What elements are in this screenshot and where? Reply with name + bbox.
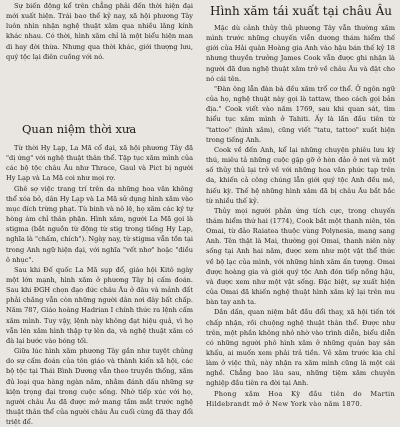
intro-paragraph: Sự biến động kể trên chẳng phải đến thời hiện đại mới xuất hiện. Trái bao thế kỷ nay, xã hội phương Tây luôn nhìn nhận nghệ thuật xăm qua nhiều lăng kính khác nhau. Có thời, hình xăm chỉ là một biểu hiện man di hay đời thừa. Nhưng qua thời khác, giới thượng lưu, quý tộc lại điên cuồng với nó. <box>6 2 193 61</box>
left-column <box>6 0 193 427</box>
body-paragraph: Từ thời Hy Lạp, La Mã cổ đại, xã hội phương Tây đã "dị ứng" với nghệ thuật thân thể. Tập tục xăm mình của các bộ tộc châu Âu như Thrace, Gaul và Pict bị người Hy Lạp và La Mã coi như mọi rợ. <box>6 143 193 183</box>
body-paragraph: Sau khi Đế quốc La Mã sụp đổ, giáo hội Kitô ngày một lớn mạnh, hình xăm ở phương Tây bị cấm đoán. Sau khi ĐGH chọn đạo đức châu Âu ở đâu và mảnh đất phải chăng vẫn còn những người dân nơi đây bất chấp. Năm 787, Giáo hoàng Hadrian I chính thức ra lệnh cấm xăm mình. Tuy vậy, lệnh này không đạt hiệu quả, vì họ vẫn lén xăm hình thập tự lên da, và nghệ thuật xăm có đà lại bước vào bóng tối. <box>6 265 193 345</box>
body-paragraph: Thủy mọi người phản ứng tích cực, trong chuyến thám hiểm thứ hai (1774), Cook bắt một thanh niên, tên Omai, từ đảo Raiatea thuộc vùng Polynesia, mang sang Anh. Tên thật là Mai, thường gọi Omai, thanh niên này sống tại Anh hai năm, được xem như một vật thể thức về bộ lạc của mình, với những hình xăm ấn tượng. Omai được hoàng gia và giới quý tộc Anh đón tiếp nồng hậu, và được xem như một vật sống. Đặc biệt, sự xuất hiện của Omai đã khiến nghệ thuật hình xăm kỷ lại trên mu bàn tay anh ta. <box>206 206 395 307</box>
body-paragraph: Ghê sợ việc trang trí trên da những hoa văn không thể xóa bỏ, dân Hy Lạp và La Mã sử dụng hình xăm vào mục đích trừng phạt. Tù binh và nô lệ, họ xăm các ký tự hòng ám chỉ thân phận. Hình xăm, người La Mã gọi là stigma (bắt nguồn từ động từ stig trong tiếng Hy Lạp, nghĩa là "chấm, chích"). Ngày nay, từ stigma vẫn tồn tại trong Anh ngữ hiện đại, với nghĩa "vết nhơ" hoặc "điều ô nhục". <box>6 184 193 264</box>
body-paragraph: Giữa lúc hình xăm phương Tây gần như tuyệt chủng do sự cấm đoán của tôn giáo và thành kiến xã hội, các bộ tộc tại Thái Bình Dương vẫn theo truyền thống, xăm đủ loại qua hàng ngàn năm, nhằm đánh dấu những sự kiện trọng đại trong cuộc sống. Nhờ tiếp xúc với họ, người châu Âu đã được mở mang tầm mắt trước nghệ thuật thân thể của người châu Âu cuối cùng đã thay đổi triệt để. <box>6 347 193 427</box>
body-paragraph: Phong xăm Hoa Kỳ đầu tiên do Martin Hildebrandt mở ở New York vào năm 1870. <box>206 389 395 408</box>
body-paragraph: "Đàn ông lẫn đàn bà đều xăm trổ cơ thể. Ở ngôn ngữ của họ, nghệ thuật này gọi là tattaw, theo cách gọi bản địa." Cook viết vào năm 1769, sau khi quan sát, tìm hiểu tục xăm mình ở Tahiti. Ấy là lần đầu tiên từ "tattoo" (hình xăm), cũng viết "tatu, tattoo" xuất hiện trong tiếng Anh. <box>206 84 395 144</box>
section-heading-ancient-views: Quan niệm thời xưa <box>22 121 137 136</box>
section-heading-tattoo-return: Hình xăm tái xuất tại châu Âu <box>210 4 392 18</box>
body-paragraph: Cook về đến Anh, kể lại những chuyện phiêu lưu kỳ thú, miêu tả những cuộc gặp gỡ ở hòn đảo ở nơi và một số thủy thủ lại trở về với những hoa văn phức tạp trên da, khiến cả công chúng lẫn giới quý tộc Anh đều mê, hiếu kỳ. Thế hệ những hình xăm đã bị châu Âu bắt bắc từ nhiều thế kỷ. <box>206 145 395 205</box>
right-column <box>206 0 395 409</box>
body-paragraph: Dần dần, quan niệm bắt đầu đổi thay, xã hội tiến tới chấp nhận, rồi chuộng nghệ thuật thân thể. Được như trên, một phần không nhỏ nhờ vào trình diễn, biểu diễn có những người phô hình xăm ở những quán bay sân khấu, ai muốn xem phải trả tiền. Vẻ xăm trước kia chỉ làm ở việc thủ, này nhận ra xăm mình cũng là một cái nghề. Chẳng bao lâu sau, những tiệm xăm chuyên nghiệp đầu tiên ra đời tại Anh. <box>206 308 395 388</box>
body-paragraph: Mặc dù cảnh thủy thủ phương Tây vẫn thường xăm mình trước những chuyến viễn dương thám hiểm thế giới của Hải quân Hoàng gia Anh vào hậu bán thế kỷ 18 nhưng thuyền trưởng James Cook vẫn được ghi nhận là người đã đưa nghệ thuật xăm trở về châu Âu và đặt cho nó cái tên. <box>206 24 395 83</box>
